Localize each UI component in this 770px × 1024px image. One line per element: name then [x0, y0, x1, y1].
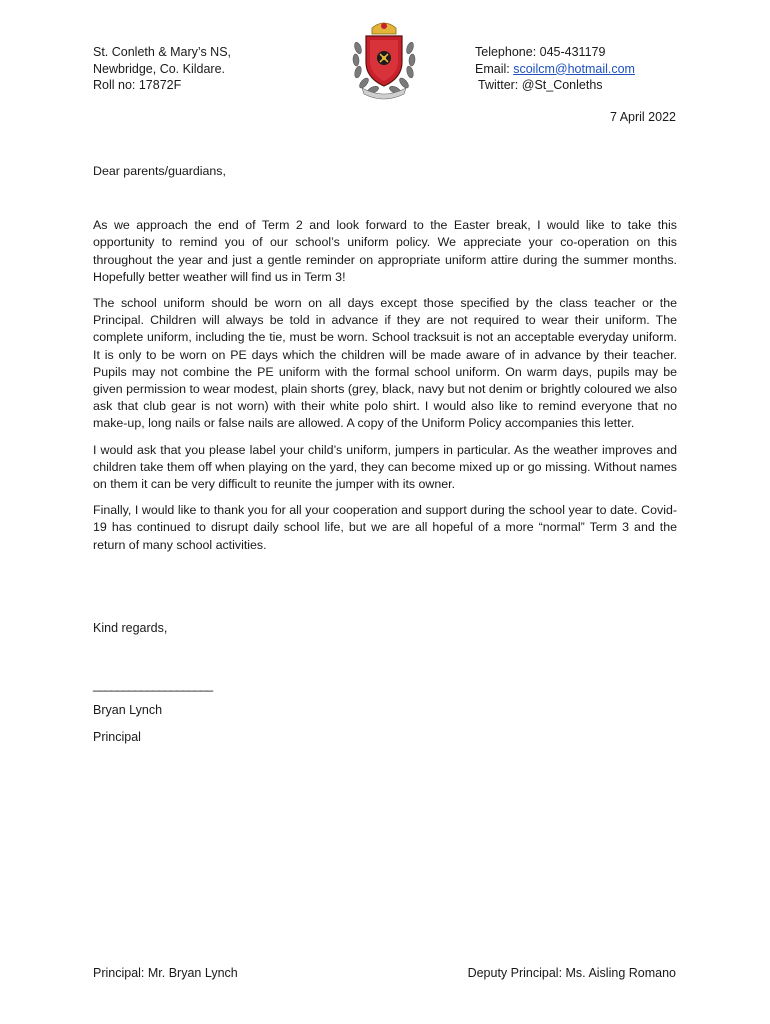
school-location: Newbridge, Co. Kildare.	[93, 61, 226, 76]
paragraph: I would ask that you please label your child’s uniform, jumpers in particular. As the weather improves and children take them off when playing on the yard, they can become mixed up or go missing. Without names on them it can be very difficult to reunite the jumper with its owner.	[93, 442, 677, 492]
roll-number: Roll no: 17872F	[93, 78, 182, 92]
signer-title: Principal	[93, 730, 141, 744]
school-address	[93, 44, 231, 94]
footer-deputy: Deputy Principal: Ms. Aisling Romano	[467, 966, 676, 980]
paragraph: The school uniform should be worn on all days except those specified by the class teacher or the Principal. Children will always be told in advance if they are not required to wear their uniform. The complete uniform, including the tie, must be worn. School tracksuit is not an acceptable everyday uniform. It is only to be worn on PE days which the children will be made aware of in advance by their teacher. Pupils may not combine the PE uniform with the formal school uniform. On warm days, pupils may be given permission to wear modest, plain shorts (grey, black, navy but not denim or brightly coloured we also ask that club gear is not worn) with their white polo shirt. I would also like to remind everyone that no make-up, long nails or false nails are allowed. A copy of the Uniform Policy accompanies this letter.	[93, 296, 677, 431]
footer-principal: Principal: Mr. Bryan Lynch	[93, 966, 238, 980]
signer-name: Bryan Lynch	[93, 703, 163, 717]
telephone: Telephone: 045-431179	[475, 45, 606, 59]
school-contact	[475, 44, 635, 94]
school-name: St. Conleth & Mary’s NS,	[93, 45, 232, 59]
letter-date: 7 April 2022	[609, 110, 676, 124]
email-label: Email:	[475, 61, 510, 76]
email-row	[475, 61, 635, 78]
twitter: Twitter: @St_Conleths	[478, 78, 603, 92]
letter-body	[93, 163, 677, 563]
paragraph: As we approach the end of Term 2 and look forward to the Easter break, I would like to take this opportunity to remind you of our school’s uniform policy. We appreciate your co-operation on this throughout the year and just a gentle reminder on appropriate uniform attire during the summer months. Hopefully better weather will find us in Term 3!	[93, 218, 677, 284]
closing: Kind regards,	[93, 621, 168, 635]
salutation: Dear parents/guardians,	[93, 164, 226, 178]
school-crest-icon	[350, 18, 418, 100]
signature-line: ____________________	[93, 678, 213, 692]
email-link[interactable]: scoilcm@hotmail.com	[513, 61, 635, 76]
paragraph: Finally, I would like to thank you for all your cooperation and support during the school year to date. Covid-19 has continued to disrupt daily school life, but we are all hopeful of a more “normal” Term 3 and the return of many school activities.	[93, 503, 677, 552]
